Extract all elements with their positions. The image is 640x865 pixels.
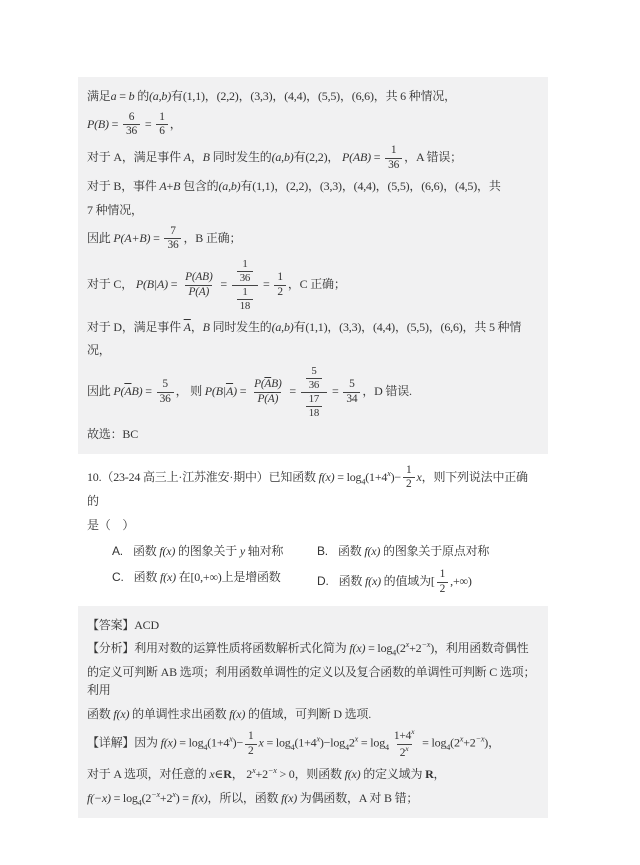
option-a: [112, 542, 317, 560]
q10-detail-line-1: 【详解】因为 $f(x) = \log_4(1+4^x)-$ $\frac{1}{2}$ $x = \log_4(1+4^x)-\log_42^x = \log_4$ $\frac{1+4^x}{2^x}$ = $\log_4(2^x+2^{-x})$，: [87, 727, 500, 759]
option-d-text: 函数 f(x) 的值域为[ $\frac{1}{2}$ ,+∞): [338, 568, 472, 595]
q9-solution-line-10: 因此 $P(\overline{A}B)$ = $\frac{5}{36}$ ， 则 $P(B|\overline{A})$ = $\frac{P(\overline{A}B)}{P(\overline{A})}$ = $\frac{\frac{5}{36}}{\frac{17}{18}}$ = $\frac{5}{34}$ ，D 错误.: [87, 365, 412, 419]
q9-solution-line-1: 满足a = b 的(a,b)有(1,1)，(2,2)，(3,3)，(4,4)，(5,5)，(6,6)，共 6 种情况，: [87, 89, 456, 103]
option-d: [317, 568, 539, 596]
option-a-text: 函数 f(x) 的图象关于 y 轴对称: [132, 544, 284, 559]
q9-solution-line-8: 对于 D，满足事件 $\overline{A}$，B 同时发生的(a,b)有(1,1)，(3,3)，(4,4)，(5,5)，(6,6)，共 5 种情: [87, 319, 522, 334]
option-c: [112, 568, 317, 596]
option-c-label: C.: [112, 570, 124, 585]
q9-solution-line-6: 因此 P(A+B) = $\frac{7}{36}$ ，B 正确；: [87, 224, 242, 252]
question-10-block: [78, 454, 548, 606]
option-a-label: A.: [112, 544, 123, 559]
question-10-options: [87, 542, 539, 596]
q10-detail-line-2: 对于 A 选项，对任意的 x∈R， $2^x+2^{-x} > 0$，则函数 f(x) 的定义域为 R，: [87, 766, 446, 782]
solution-block-q9: [78, 77, 548, 454]
q9-solution-line-3: 对于 A，满足事件 A，B 同时发生的(a,b)有(2,2)， P(AB) = $\frac{1}{36}$ ，A 错误；: [87, 143, 462, 171]
q10-analysis-line-2: 的定义可判断 AB 选项；利用函数单调性的定义以及复合函数的单调性可判断 C 选项；利用: [87, 664, 536, 698]
q9-solution-line-4: 对于 B，事件 A+B 包含的(a,b)有(1,1)，(2,2)，(3,3)，(4,4)，(5,5)，(6,6)，(4,5)，共: [87, 179, 501, 194]
option-b: [317, 542, 539, 560]
question-10-stem-line-2: 是（ ）: [87, 517, 135, 532]
q9-solution-line-7: 对于 C， P(B|A) = $\frac{P(AB)}{P(A)}$ = $\frac{\frac{1}{36}}{\frac{1}{18}}$ = $\frac{1}{2}$ ，C 正确；: [87, 257, 346, 312]
q9-answer-line: 故选：BC: [87, 426, 139, 441]
option-d-label: D.: [317, 574, 329, 589]
q9-solution-line-5: 7 种情况，: [87, 202, 143, 217]
document-content: [78, 0, 548, 818]
q10-analysis-line-1: 【分析】利用对数的运算性质将函数解析式化简为 $f(x) = \log_4(2^x+2^{-x})$，利用函数奇偶性: [87, 640, 529, 658]
q9-solution-line-9: 况，: [87, 343, 111, 358]
solution-block-q10: [78, 606, 548, 818]
q10-answer-line: 【答案】ACD: [87, 617, 159, 632]
question-10-stem-line-1: 10.（23-24 高三上·江苏淮安·期中）已知函数 $f(x) = \log_4(1+4^x)-$ $\frac{1}{2}$ x，则下列说法中正确的: [87, 463, 528, 508]
option-b-text: 函数 f(x) 的图象关于原点对称: [337, 544, 490, 559]
q10-analysis-line-3: 函数 f(x) 的单调性求出函数 f(x) 的值域，可判断 D 选项.: [87, 706, 372, 721]
q9-solution-line-2: P(B) = $\frac{6}{36}$ = $\frac{1}{6}$ ，: [87, 110, 182, 138]
option-c-text: 函数 f(x) 在[0,+∞)上是增函数: [133, 570, 281, 585]
q10-detail-line-3: $f(-x) = \log_4(2^{-x}+2^x) = f(x)$，所以，函数 f(x) 为偶函数，A 对 B 错；: [87, 790, 419, 808]
option-b-label: B.: [317, 544, 328, 559]
